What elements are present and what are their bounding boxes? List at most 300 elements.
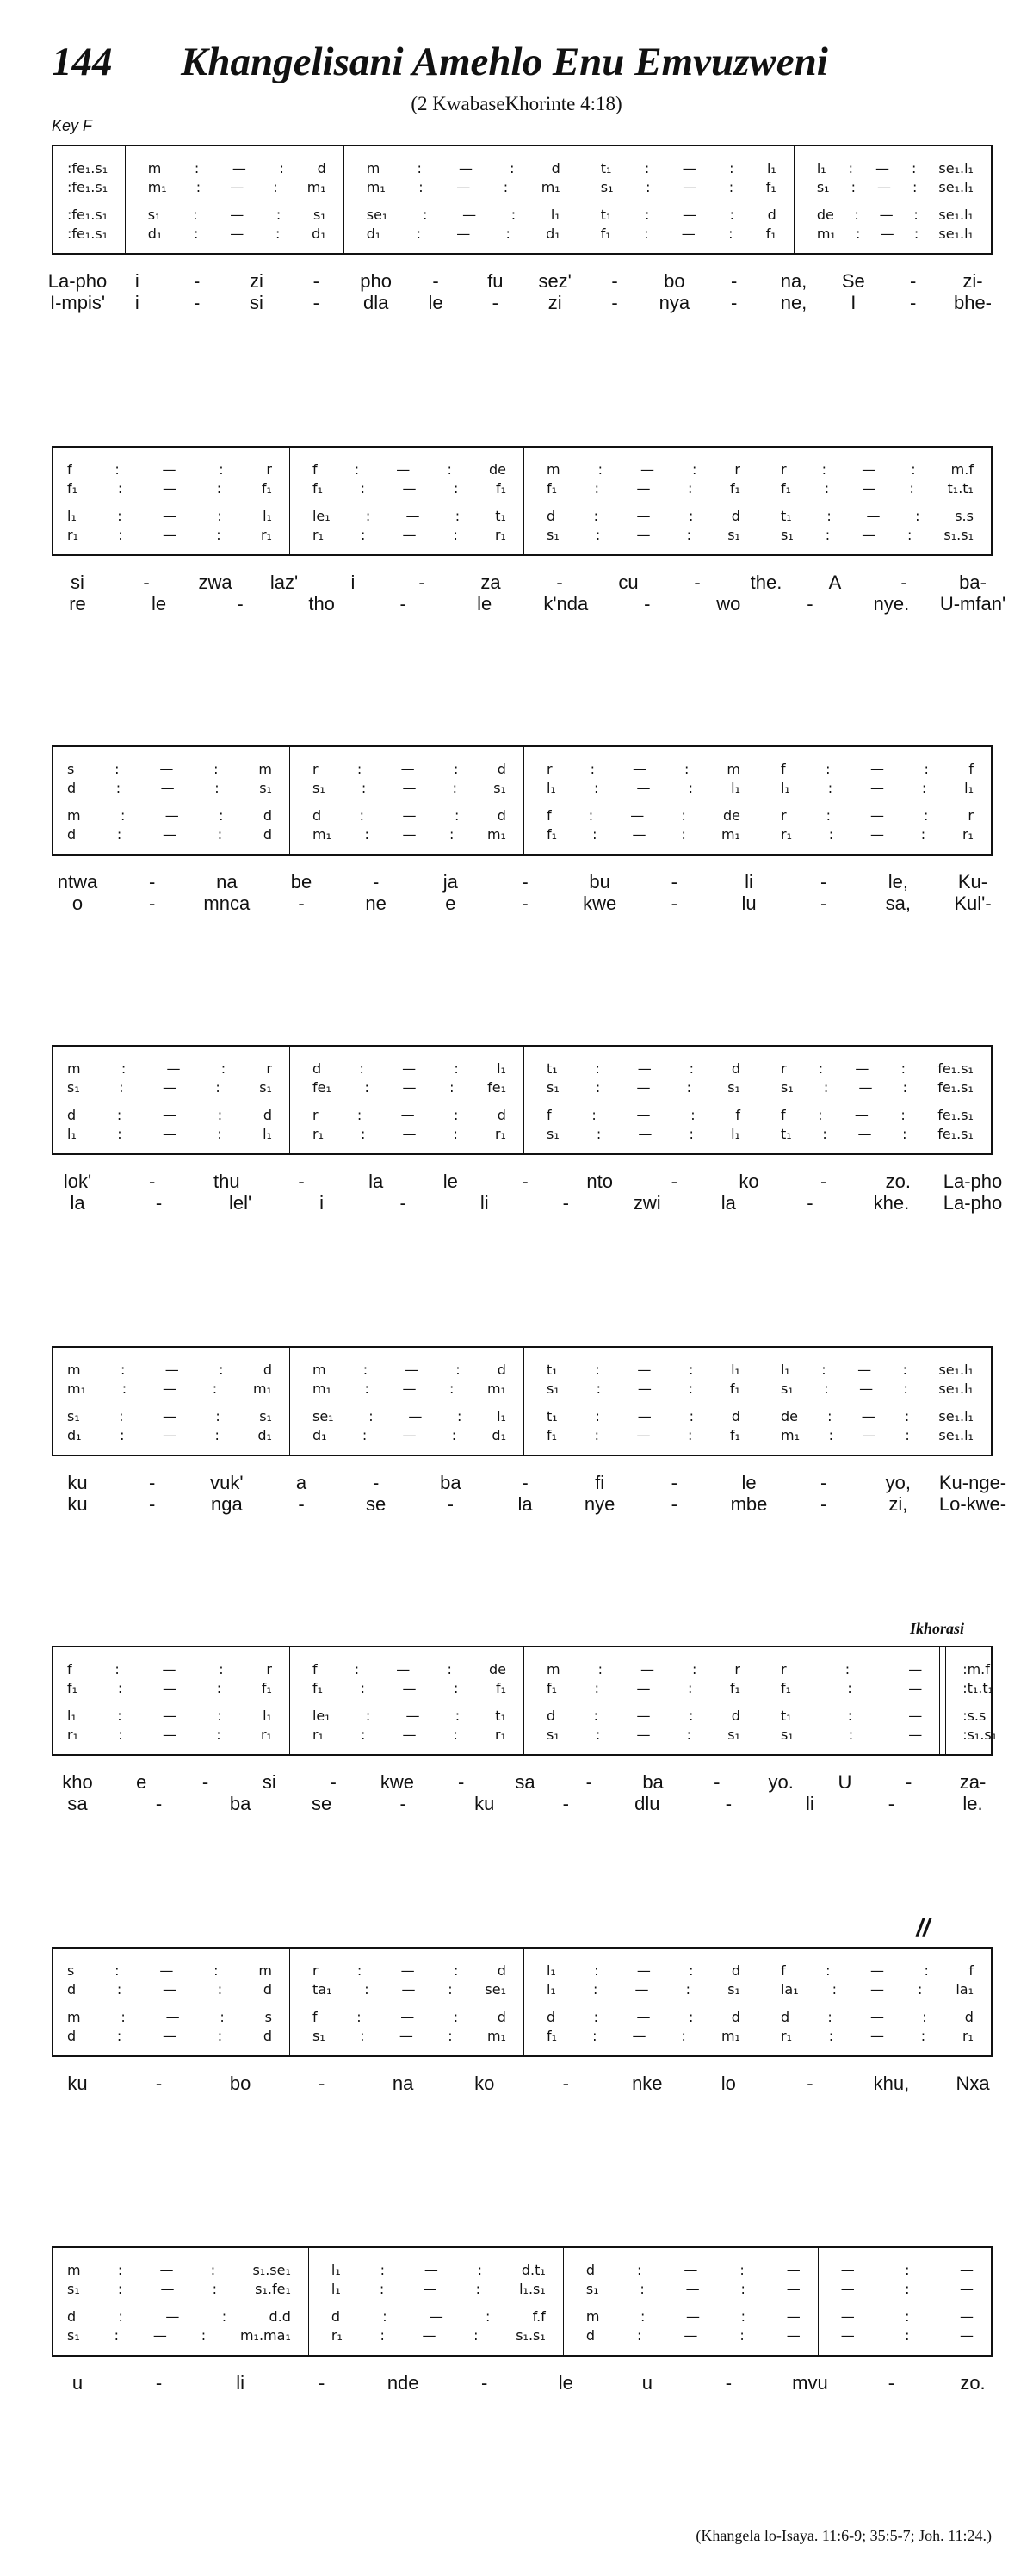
- sol-fa-token: —: [160, 779, 175, 796]
- sol-fa-token: :: [117, 2280, 123, 2297]
- lyric-line: [52, 2372, 993, 2394]
- sol-fa-token: s₁: [727, 1726, 740, 1743]
- sol-fa-token: :: [215, 1078, 220, 1096]
- sol-fa-token: —: [880, 225, 894, 242]
- sol-fa-token: f₁: [67, 479, 78, 497]
- sol-fa-token: :: [924, 806, 929, 824]
- voice-pair: [758, 460, 991, 497]
- sol-fa-token: :: [913, 225, 919, 242]
- sol-fa-token: :: [379, 2280, 385, 2297]
- hymn-title: Khangelisani Amehlo Enu Emvuzweni: [181, 40, 828, 84]
- sol-fa-token: m₁: [721, 2027, 740, 2044]
- sol-fa-token: :: [217, 507, 222, 524]
- sol-fa-line: [940, 1659, 991, 1678]
- lyric-syllable: -: [820, 1493, 827, 1515]
- sol-fa-token: :: [120, 806, 126, 824]
- sol-fa-token: f₁: [67, 1679, 78, 1696]
- sol-fa-token: :: [688, 779, 693, 796]
- sol-fa-token: —: [402, 479, 417, 497]
- sol-fa-token: se₁.l₁: [938, 1407, 974, 1424]
- lyric-syllable: Se: [841, 270, 865, 292]
- key-signature: Key F: [52, 117, 93, 134]
- sol-fa-line: [524, 1406, 758, 1425]
- lyric-syllable: be: [290, 871, 312, 893]
- sol-fa-token: —: [857, 1361, 872, 1378]
- measure: [818, 2248, 991, 2355]
- sol-fa-token: r₁: [494, 526, 506, 543]
- sol-fa-token: :: [688, 479, 693, 497]
- sol-fa-token: :: [356, 1961, 362, 1979]
- lyric-syllable: -: [820, 1171, 827, 1192]
- lyric-syllable: pho: [360, 270, 393, 292]
- lyric-syllable: mnca: [203, 893, 251, 914]
- sol-fa-token: f: [780, 760, 786, 777]
- sol-fa-token: :: [826, 806, 831, 824]
- sol-fa-token: :: [119, 1078, 124, 1096]
- sol-fa-token: :: [905, 2280, 910, 2297]
- sol-fa-token: d₁: [67, 1426, 82, 1443]
- lyric-syllable: La-pho: [943, 1192, 1003, 1214]
- sol-fa-token: :: [688, 1426, 693, 1443]
- voice-pair: [940, 1659, 994, 1697]
- sol-fa-token: :: [120, 1426, 125, 1443]
- lyric-syllable: ko: [739, 1171, 759, 1192]
- sol-fa-token: —: [159, 760, 174, 777]
- sol-fa-token: —: [402, 1125, 417, 1142]
- measure: [53, 1949, 289, 2055]
- lyric-syllable: -: [399, 1192, 406, 1214]
- sol-fa-line: [758, 479, 991, 497]
- sol-fa-token: f: [67, 1660, 72, 1677]
- sol-fa-token: :: [689, 1059, 694, 1077]
- sol-fa-token: r₁: [962, 825, 974, 843]
- sol-fa-token: —: [162, 1660, 176, 1677]
- sol-fa-token: :: [729, 159, 734, 176]
- lyric-syllable: zwi: [633, 1192, 661, 1214]
- sol-fa-token: —: [396, 460, 411, 478]
- lyric-syllable: -: [447, 1493, 454, 1515]
- sol-fa-token: t₁.t₁: [947, 479, 974, 497]
- sol-fa-token: —: [159, 1961, 174, 1979]
- sol-fa-token: :: [920, 825, 926, 843]
- sol-fa-token: —: [840, 2307, 855, 2325]
- hymn-number: 144: [52, 40, 113, 84]
- sol-fa-line: [290, 1706, 523, 1725]
- voice-pair: [53, 1406, 289, 1444]
- sol-fa-token: :: [510, 206, 516, 223]
- sol-fa-line: [758, 1379, 991, 1398]
- lyric-syllable: ko: [474, 2073, 495, 2094]
- voice-pair: [53, 1961, 289, 1998]
- lyric-line: [52, 2073, 993, 2095]
- sol-fa-line: [53, 1105, 289, 1124]
- sol-fa-token: s.s: [955, 507, 974, 524]
- sol-fa-token: la₁: [956, 1980, 974, 1998]
- measure: [758, 448, 991, 554]
- sol-fa-token: le₁: [312, 507, 331, 524]
- sol-fa-line: [344, 205, 578, 224]
- sol-fa-token: :: [213, 1961, 219, 1979]
- lyric-syllable: -: [481, 2372, 488, 2394]
- sol-fa-line: [53, 1659, 289, 1678]
- sol-fa-line: [524, 1425, 758, 1444]
- sol-fa-line: [290, 1105, 523, 1124]
- sol-fa-token: :: [115, 779, 121, 796]
- sol-fa-token: f₁: [495, 1679, 506, 1696]
- sol-fa-token: :: [454, 1679, 459, 1696]
- sol-fa-token: m₁: [306, 178, 326, 195]
- sol-fa-token: f: [780, 1106, 786, 1123]
- sol-fa-token: l₁: [546, 779, 556, 796]
- sol-fa-token: :: [354, 460, 360, 478]
- sol-fa-token: —: [684, 2261, 698, 2278]
- lyric-syllable: nye: [584, 1493, 615, 1515]
- sol-fa-token: —: [685, 2280, 700, 2297]
- lyric-syllable: khu,: [873, 2073, 910, 2094]
- voice-pair: [290, 759, 523, 797]
- sol-fa-token: :: [827, 779, 833, 796]
- sol-fa-line: [758, 1425, 991, 1444]
- sol-fa-token: —: [786, 2307, 801, 2325]
- sol-fa-token: —: [869, 825, 884, 843]
- sol-fa-token: d₁: [366, 225, 381, 242]
- sol-fa-line: [819, 2260, 991, 2279]
- sol-fa-token: —: [959, 2326, 974, 2344]
- sol-fa-token: :: [220, 1059, 226, 1077]
- sol-fa-token: r: [780, 460, 787, 478]
- sol-fa-token: —: [908, 1679, 923, 1696]
- sol-fa-token: l₁: [67, 1125, 77, 1142]
- sol-fa-line: [758, 2007, 991, 2026]
- sol-fa-token: s₁: [780, 1726, 794, 1743]
- sol-fa-token: f₁: [546, 479, 558, 497]
- notation-system: [52, 446, 993, 556]
- lyric-syllable: ku: [67, 1472, 88, 1493]
- sol-fa-token: :: [453, 1125, 458, 1142]
- sol-fa-line: [290, 759, 523, 778]
- sol-fa-token: :: [217, 825, 223, 843]
- sol-fa-token: —: [405, 1361, 419, 1378]
- lyric-syllable: -: [522, 893, 529, 914]
- sol-fa-token: s₁: [493, 779, 506, 796]
- voice-pair: [940, 1706, 998, 1744]
- sol-fa-token: :: [364, 1380, 369, 1397]
- sol-fa-token: :: [728, 178, 734, 195]
- voice-pair: [578, 205, 794, 243]
- sol-fa-token: s₁: [546, 1125, 560, 1142]
- sol-fa-token: r: [266, 1059, 272, 1077]
- sol-fa-token: :: [912, 178, 918, 195]
- sol-fa-token: :: [685, 1980, 691, 1998]
- sol-fa-token: f₁: [729, 479, 740, 497]
- sol-fa-token: s₁: [600, 178, 614, 195]
- lyric-syllable: U: [838, 1771, 852, 1793]
- sol-fa-token: :: [219, 460, 224, 478]
- lyric-syllable: si: [250, 292, 263, 313]
- sol-fa-token: :: [216, 526, 221, 543]
- sol-fa-token: m₁: [67, 1380, 86, 1397]
- page-title: [52, 39, 828, 99]
- sol-fa-line: [290, 1961, 523, 1980]
- sol-fa-token: :: [117, 1679, 123, 1696]
- sol-fa-line: [524, 825, 758, 843]
- sol-fa-token: :: [453, 1726, 458, 1743]
- lyric-syllable: -: [671, 1171, 677, 1192]
- voice-pair: [524, 1360, 758, 1398]
- sol-fa-token: :: [116, 1980, 122, 1998]
- sol-fa-token: r: [780, 1660, 787, 1677]
- sol-fa-token: s₁: [67, 1407, 80, 1424]
- sol-fa-token: —: [636, 1106, 651, 1123]
- sol-fa-token: m₁: [312, 825, 331, 843]
- sol-fa-token: :: [854, 206, 859, 223]
- sol-fa-token: r: [312, 1961, 319, 1979]
- sol-fa-line: [290, 1124, 523, 1143]
- sol-fa-token: :: [275, 206, 281, 223]
- sol-fa-token: m₁: [721, 825, 740, 843]
- sol-fa-token: :: [640, 2280, 645, 2297]
- sol-fa-line: [758, 1659, 939, 1678]
- sol-fa-token: —: [400, 1961, 415, 1979]
- lyric-syllable: -: [148, 1171, 156, 1192]
- sol-fa-token: :: [361, 779, 367, 796]
- sol-fa-line: [290, 1678, 523, 1697]
- lyric-syllable: -: [725, 1793, 733, 1814]
- sol-fa-token: —: [682, 159, 696, 176]
- lyric-syllable: -: [562, 2073, 569, 2094]
- sol-fa-token: s: [67, 1961, 75, 1979]
- lyric-syllable: -: [909, 270, 917, 292]
- sol-fa-line: [795, 205, 991, 224]
- voice-pair: [758, 1059, 991, 1096]
- lyric-syllable: -: [888, 2372, 895, 2394]
- sol-fa-line: [795, 158, 991, 177]
- voice-pair: [53, 2307, 308, 2344]
- measure: [289, 1647, 523, 1754]
- sol-fa-token: r: [780, 1059, 787, 1077]
- voice-pair: [564, 2307, 818, 2344]
- sol-fa-token: :: [909, 479, 914, 497]
- sol-fa-token: f: [312, 1660, 318, 1677]
- sol-fa-token: d: [731, 1961, 740, 1979]
- sol-fa-token: :: [448, 2027, 453, 2044]
- sol-fa-token: fe₁: [312, 1078, 331, 1096]
- sol-fa-token: :: [636, 2326, 642, 2344]
- sol-fa-line: [758, 1706, 939, 1725]
- lyric-syllable: si: [71, 571, 84, 593]
- lyric-syllable: La-pho: [943, 1171, 1003, 1192]
- lyric-syllable: -: [562, 1192, 569, 1214]
- voice-pair: [290, 806, 523, 843]
- sol-fa-token: —: [166, 1059, 181, 1077]
- sol-fa-token: s₁: [312, 2027, 325, 2044]
- sol-fa-token: :: [455, 1361, 461, 1378]
- voice-pair: [758, 2007, 991, 2045]
- lyric-syllable: thu: [213, 1171, 240, 1192]
- sol-fa-token: :: [911, 460, 916, 478]
- sol-fa-token: l₁: [964, 779, 974, 796]
- sol-fa-token: :: [423, 206, 428, 223]
- sol-fa-token: :: [193, 206, 198, 223]
- sol-fa-line: [524, 778, 758, 797]
- sol-fa-token: f: [735, 1106, 740, 1123]
- sol-fa-line: [290, 825, 523, 843]
- sol-fa-token: s₁: [816, 178, 830, 195]
- sol-fa-token: f₁: [780, 1679, 792, 1696]
- sol-fa-line: [578, 205, 794, 224]
- measure: [758, 1047, 991, 1153]
- sol-fa-token: :: [921, 779, 927, 796]
- sol-fa-token: —: [456, 225, 471, 242]
- sol-fa-token: f₁: [312, 1679, 324, 1696]
- sol-fa-token: :: [594, 1679, 599, 1696]
- measure: [53, 747, 289, 854]
- sol-fa-token: d: [312, 806, 322, 824]
- lyric-syllable: -: [318, 2073, 325, 2094]
- sol-fa-token: s₁: [259, 1407, 272, 1424]
- sol-fa-token: :: [214, 1426, 220, 1443]
- lyric-syllable: i: [134, 270, 139, 292]
- sol-fa-token: de: [816, 206, 834, 223]
- lyric-syllable: -: [900, 571, 907, 593]
- sol-fa-token: s₁: [780, 1380, 794, 1397]
- sol-fa-token: :: [907, 526, 912, 543]
- lyric-syllable: -: [671, 871, 677, 893]
- sol-fa-token: —: [402, 779, 417, 796]
- sol-fa-token: f: [780, 1961, 786, 1979]
- sol-fa-token: m.f: [950, 460, 974, 478]
- lyric-syllable: la: [368, 1171, 384, 1192]
- sol-fa-token: —: [862, 1426, 876, 1443]
- sol-fa-line: [758, 1124, 991, 1143]
- sol-fa-token: —: [456, 178, 471, 195]
- lyric-syllable: e: [445, 893, 456, 914]
- lyric-syllable: lu: [741, 893, 757, 914]
- sol-fa-token: m: [67, 2261, 81, 2278]
- sol-fa-token: fe₁.s₁: [937, 1125, 974, 1142]
- sol-fa-token: d₁: [546, 225, 560, 242]
- sol-fa-token: :: [201, 2326, 207, 2344]
- sol-fa-token: —: [632, 2027, 646, 2044]
- lyric-syllable: -: [671, 893, 677, 914]
- notation-system: [52, 1045, 993, 1155]
- notation-system: [52, 745, 993, 856]
- sol-fa-token: se₁.l₁: [938, 225, 974, 242]
- sol-fa-token: :: [116, 1106, 122, 1123]
- sol-fa-line: [564, 2326, 818, 2344]
- sol-fa-token: —: [636, 526, 651, 543]
- sol-fa-token: —: [632, 825, 646, 843]
- lyric-syllable: la: [721, 1192, 736, 1214]
- sol-fa-line: [290, 1059, 523, 1078]
- lyric-syllable: -: [820, 893, 827, 914]
- sol-fa-token: d: [585, 2326, 595, 2344]
- measure: [578, 146, 794, 253]
- sol-fa-token: :: [215, 1407, 220, 1424]
- lyric-syllable: bu: [589, 871, 610, 893]
- sol-fa-token: :: [902, 1125, 907, 1142]
- lyric-syllable: -: [193, 292, 201, 313]
- sol-fa-token: f₁: [600, 225, 611, 242]
- lyric-syllable: -: [148, 1472, 156, 1493]
- sol-fa-token: :: [689, 1361, 694, 1378]
- sol-fa-line: [290, 1425, 523, 1444]
- sol-fa-token: s₁.s₁: [943, 526, 974, 543]
- sol-fa-line: [344, 158, 578, 177]
- sol-fa-token: d₁: [312, 225, 326, 242]
- lyric-syllable: le: [442, 1171, 458, 1192]
- sol-fa-token: d: [497, 760, 506, 777]
- sol-fa-token: r: [546, 760, 553, 777]
- sol-fa-token: d: [263, 1980, 272, 1998]
- sol-fa-token: :: [689, 1961, 694, 1979]
- sol-fa-token: :: [119, 1407, 124, 1424]
- lyric-syllable: -: [562, 1793, 569, 1814]
- measure: [523, 1647, 758, 1754]
- sol-fa-line: [524, 2007, 758, 2026]
- voice-pair: [290, 1961, 523, 1998]
- sol-fa-token: d: [312, 1059, 322, 1077]
- sol-fa-token: —: [408, 1407, 423, 1424]
- sol-fa-token: —: [636, 507, 651, 524]
- sol-fa-line: [53, 1678, 289, 1697]
- sol-fa-token: :: [220, 2008, 225, 2025]
- sol-fa-token: —: [862, 460, 876, 478]
- voice-pair: [524, 460, 758, 497]
- sol-fa-token: d: [731, 1407, 740, 1424]
- lyric-syllable: La-pho: [47, 270, 108, 292]
- measure: [289, 747, 523, 854]
- sol-fa-token: :: [824, 479, 830, 497]
- lyric-syllable: -: [611, 292, 618, 313]
- sol-fa-token: —: [862, 526, 876, 543]
- sol-fa-token: fe₁.s₁: [937, 1059, 974, 1077]
- sol-fa-token: —: [402, 1078, 417, 1096]
- sol-fa-token: l₁: [550, 206, 560, 223]
- sol-fa-token: l₁: [331, 2280, 341, 2297]
- sol-fa-token: s₁: [727, 526, 740, 543]
- sol-fa-token: :: [902, 1361, 907, 1378]
- sol-fa-token: :: [365, 1707, 371, 1724]
- voice-pair: [126, 158, 343, 196]
- sol-fa-token: :: [356, 2008, 362, 2025]
- measure: [343, 146, 578, 253]
- sol-fa-token: :: [116, 2027, 122, 2044]
- sol-fa-token: de: [722, 806, 740, 824]
- sol-fa-line: [524, 525, 758, 544]
- sol-fa-line: [53, 759, 289, 778]
- sol-fa-line: [290, 506, 523, 525]
- sol-fa-token: :: [417, 159, 422, 176]
- voice-pair: [290, 506, 523, 544]
- notation-system: [52, 2246, 993, 2357]
- sol-fa-token: m: [258, 760, 272, 777]
- voice-pair: [819, 2260, 991, 2298]
- sol-fa-line: [290, 479, 523, 497]
- sol-fa-line: [524, 1980, 758, 1998]
- sol-fa-token: :: [114, 460, 120, 478]
- voice-pair: [758, 1706, 939, 1744]
- sol-fa-token: l₁: [766, 159, 776, 176]
- sol-fa-line: [524, 1059, 758, 1078]
- sol-fa-line: [940, 1725, 998, 1744]
- sol-fa-token: :: [457, 1407, 462, 1424]
- sol-fa-token: r₁: [494, 1125, 506, 1142]
- sol-fa-token: —: [424, 2261, 438, 2278]
- sol-fa-token: d: [317, 159, 326, 176]
- sol-fa-token: :: [905, 2307, 910, 2325]
- sol-fa-line: [819, 2307, 991, 2326]
